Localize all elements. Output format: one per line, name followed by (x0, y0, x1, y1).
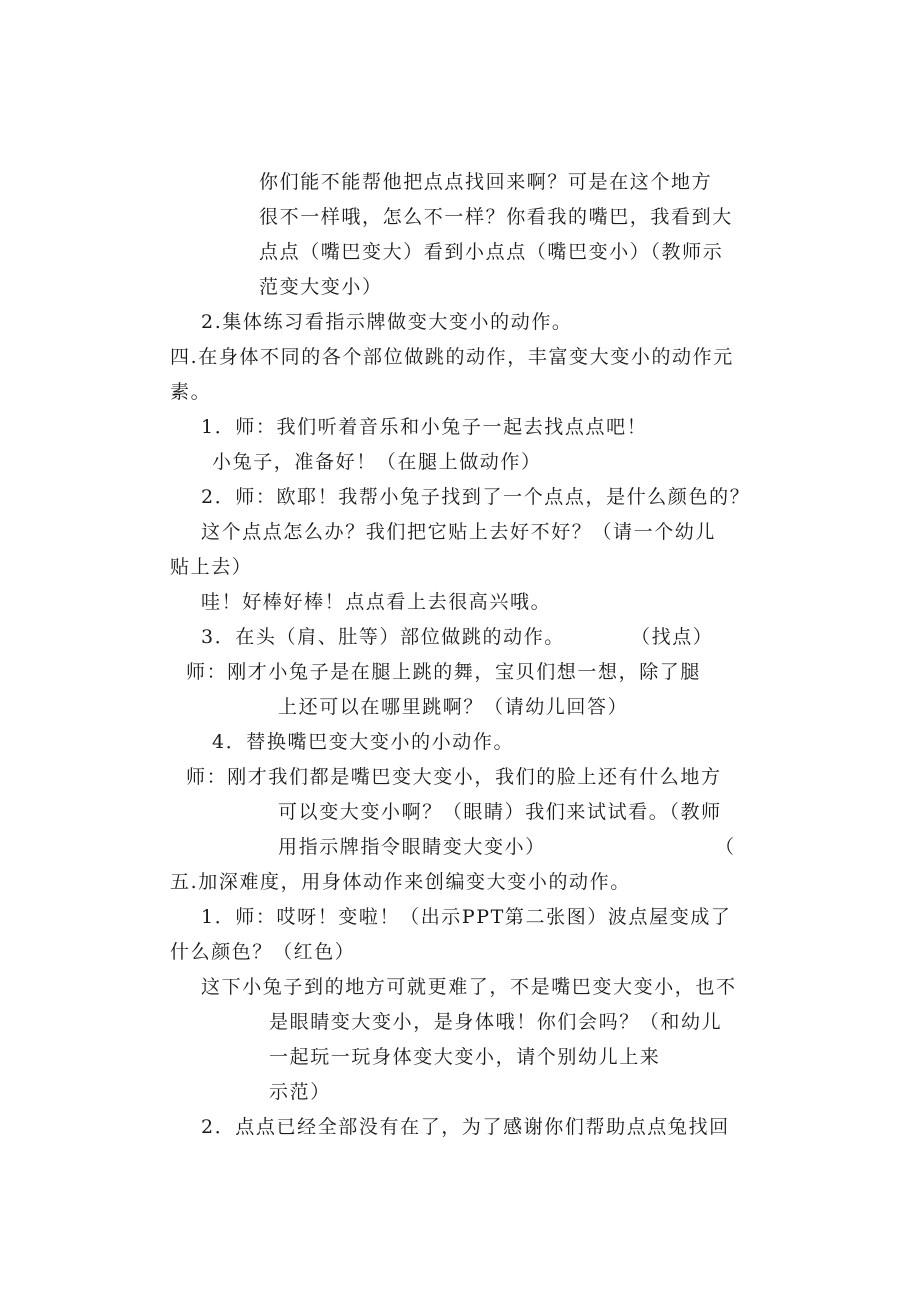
list-item-heading: 2．点点已经全部没有在了，为了感谢你们帮助点点兔找回 (201, 1116, 730, 1138)
text-line: 这下小兔子到的地方可就更难了，不是嘴巴变大变小，也不 (201, 976, 737, 998)
text-line: 这个点点怎么办？我们把它贴上去好不好？（请一个幼儿 (201, 521, 717, 543)
section-heading: 四.在身体不同的各个部位做跳的动作，丰富变大变小的动作元 (170, 346, 734, 368)
text-line: 一起玩一玩身体变大变小，请个别幼儿上来 (269, 1046, 661, 1068)
text-line: 可以变大变小啊？（眼睛）我们来试试看。（教师 (278, 801, 722, 823)
section-heading: 五.加深难度，用身体动作来创编变大变小的动作。 (170, 871, 631, 893)
text-line: 示范） (269, 1081, 331, 1103)
text-line: 是眼睛变大变小，是身体哦！你们会吗？（和幼儿 (269, 1011, 723, 1033)
list-item-heading: 4．替换嘴巴变大变小的小动作。 (212, 731, 515, 753)
text-line: 用指示牌指令眼睛变大变小） (278, 836, 546, 858)
text-line: 哇！好棒好棒！点点看上去很高兴哦。 (201, 591, 552, 613)
text-line: 很不一样哦，怎么不一样？你看我的嘴巴，我看到大 (259, 206, 733, 228)
text-line: 范变大变小） (259, 276, 383, 298)
list-item-heading: 2．师：欧耶！我帮小兔子找到了一个点点，是什么颜色的？ (201, 486, 751, 508)
text-note: （找点） (631, 626, 714, 648)
text-line: 你们能不能帮他把点点找回来啊？可是在这个地方 (259, 171, 713, 193)
text-line: 师：刚才小兔子是在腿上跳的舞，宝贝们想一想，除了腿 (186, 661, 702, 683)
section-heading-cont: 素。 (170, 381, 212, 403)
list-item-heading: 2.集体练习看指示牌做变大变小的动作。 (201, 311, 573, 333)
text-line: 师：刚才我们都是嘴巴变大变小，我们的脸上还有什么地方 (186, 766, 722, 788)
text-line: 什么颜色？（红色） (170, 941, 356, 963)
text-line: 小兔子，准备好！（在腿上做动作） (212, 451, 542, 473)
list-item-heading: 3．在头（肩、肚等）部位做跳的动作。 (201, 626, 565, 648)
text-line: 上还可以在哪里跳啊？（请幼儿回答） (278, 696, 629, 718)
list-item-heading: 1．师：我们听着音乐和小兔子一起去找点点吧！ (201, 416, 648, 438)
text-line: 点点（嘴巴变大）看到小点点（嘴巴变小）（教师示 (259, 241, 724, 263)
text-fragment: （ (715, 836, 736, 858)
list-item-heading: 1．师：哎呀！变啦！（出示PPT第二张图）波点屋变成了 (201, 906, 732, 928)
text-line: 贴上去） (170, 556, 253, 578)
